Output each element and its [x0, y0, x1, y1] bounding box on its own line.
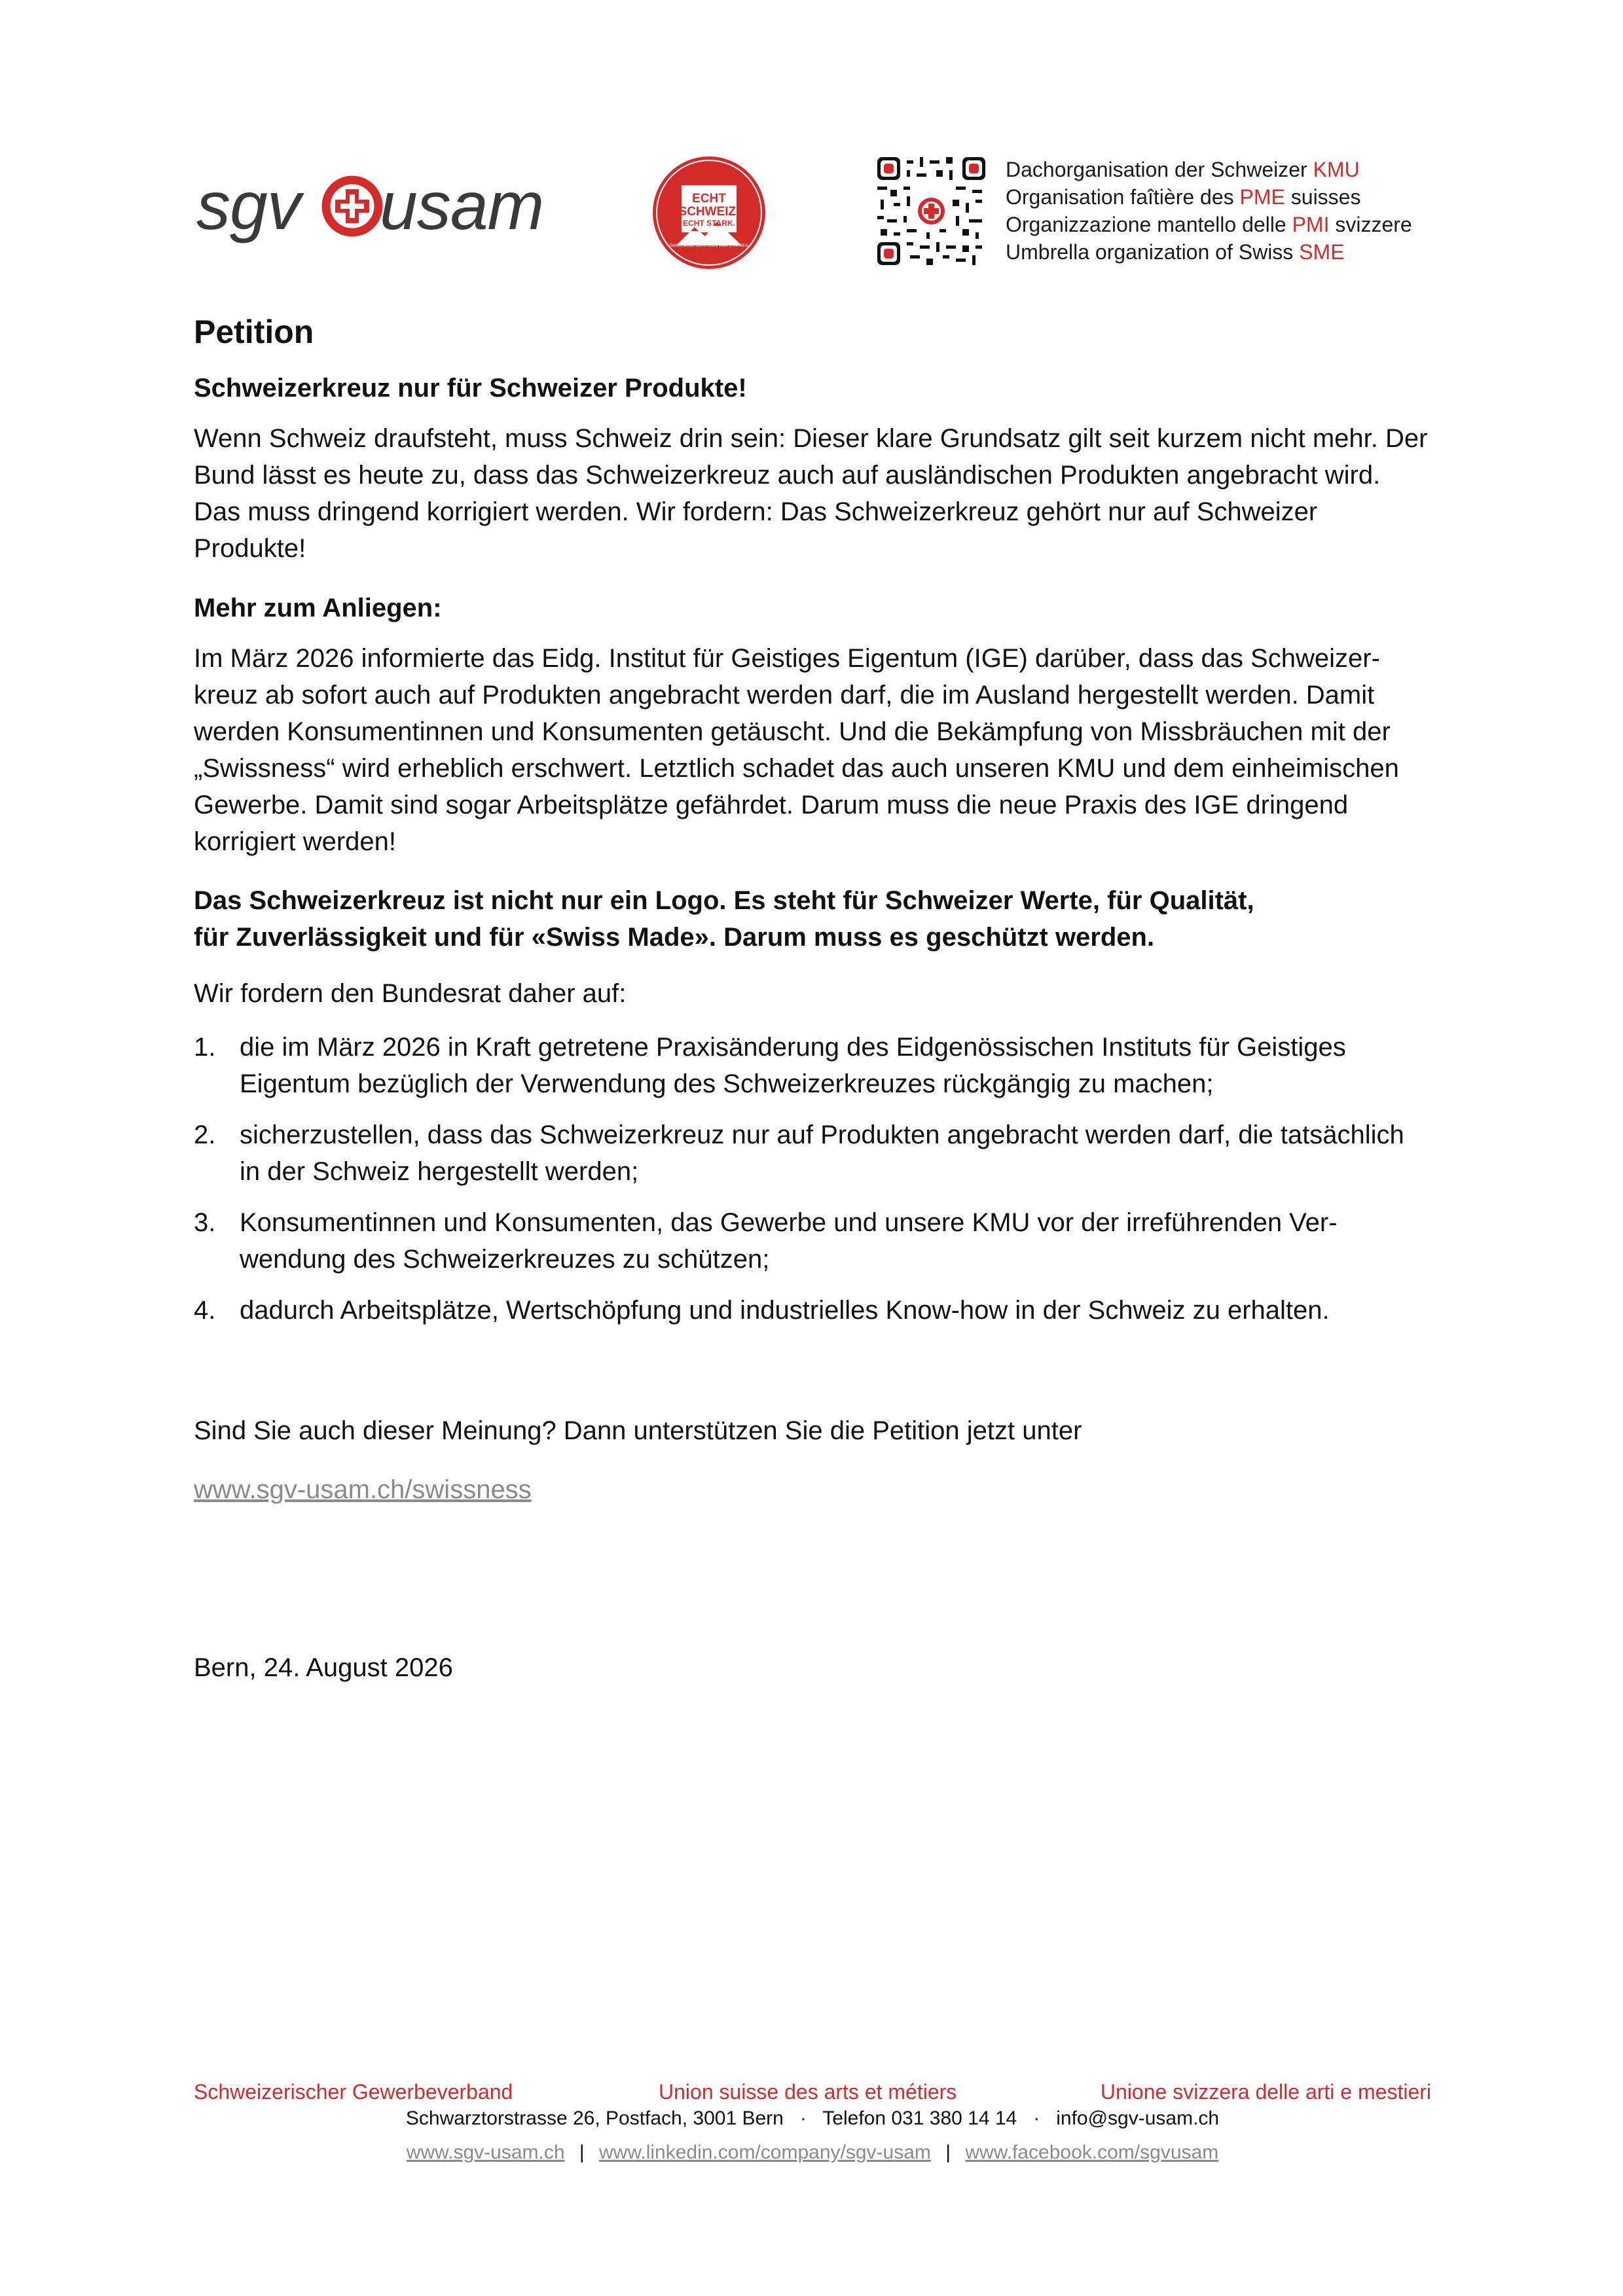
- footer-links: [194, 2142, 1431, 2164]
- footer-separator: |: [945, 2142, 951, 2163]
- swiss-cross-logo-icon: [321, 175, 384, 238]
- demand-intro: Wir fordern den Bundesrat daher auf:: [194, 979, 627, 1008]
- org-line-de: Dachorganisation der Schweizer KMU: [1006, 158, 1360, 181]
- statement-line2: für Zuverlässigkeit und für «Swiss Made». Darum muss es geschützt werden.: [194, 923, 1155, 952]
- footer-address: Schwarztorstrasse 26, Postfach, 3001 Bern · Telefon 031 380 14 14 · info@sgv-usam.ch: [405, 2108, 1220, 2129]
- echt-schweiz-badge: [650, 154, 768, 272]
- list-item: 3. Konsumentinnen und Konsumenten, das Gewerbe und unsere KMU vor der irreführenden Verwendung des Schweizerkreuzes zu schützen;: [194, 1208, 1338, 1274]
- footer-link-linkedin[interactable]: www.linkedin.com/company/sgv-usam: [599, 2142, 931, 2163]
- page-title: Petition: [194, 314, 314, 350]
- sgv-usam-logo: [196, 167, 550, 245]
- footer-name-it: Unione svizzera delle arti e mestieri: [1100, 2080, 1431, 2104]
- footer-link-facebook[interactable]: www.facebook.com/sgvusam: [965, 2142, 1219, 2163]
- footer-name-fr: Union suisse des arts et métiers: [659, 2080, 957, 2104]
- petition-link[interactable]: www.sgv-usam.ch/swissness: [194, 1475, 532, 1504]
- badge-line1: ECHT: [692, 192, 726, 206]
- logo-word-left: sgv: [196, 168, 301, 244]
- org-line-it: Organizzazione mantello delle PMI svizzere: [1006, 213, 1412, 236]
- footer-names: [194, 2080, 1431, 2106]
- badge-line3: ECHT STARK.: [683, 219, 735, 228]
- list-item: 4. dadurch Arbeitsplätze, Wertschöpfung und industrielles Know-how in der Schweiz zu erhalten.: [194, 1296, 1330, 1325]
- call-to-action: Sind Sie auch dieser Meinung? Dann unterstützen Sie die Petition jetzt unter: [194, 1416, 1082, 1445]
- statement: [194, 882, 1431, 956]
- place-date: Bern, 24. August 2026: [194, 1653, 453, 1682]
- intro-paragraph: Wenn Schweiz draufsteht, muss Schweiz drin sein: Dieser klare Grundsatz gilt seit kurzem nicht mehr. Der Bund lässt es heute zu, dass das Schweizerkreuz auch auf ausländischen Produkten angebracht wird. Das muss dringend korrigiert werden. Wir fordern: Das Schweizerkreuz gehört nur auf Schweizer Produkte!: [194, 424, 1428, 563]
- org-line-en: Umbrella organization of Swiss SME: [1006, 240, 1345, 264]
- logo-word-right: usam: [380, 168, 544, 244]
- statement-line1: Das Schweizerkreuz ist nicht nur ein Logo. Es steht für Schweizer Werte, für Qualität,: [194, 886, 1254, 915]
- badge-line2: SCHWEIZ.: [678, 205, 740, 219]
- qr-code-icon: [877, 157, 985, 265]
- petition-subtitle: Schweizerkreuz nur für Schweizer Produkte!: [194, 374, 747, 403]
- demand-list: [194, 1029, 1431, 1343]
- list-item: 2. sicherzustellen, dass das Schweizerkreuz nur auf Produkten angebracht werden darf, die tatsächlich in der Schweiz hergestellt werden;: [194, 1121, 1404, 1186]
- footer-name-de: Schweizerischer Gewerbeverband: [194, 2080, 513, 2104]
- list-item: 1. die im März 2026 in Kraft getretene Praxisänderung des Eidgenössischen Instituts für Geistiges Eigentum bezüglich der Verwendung des Schweizerkreuzes rückgängig zu machen;: [194, 1033, 1346, 1098]
- badge-small-text: SWISS MADE SCHÜTZEN. KMU STÄRKEN.: [669, 244, 749, 248]
- section-paragraph: Im März 2026 informierte das Eidg. Institut für Geistiges Eigentum (IGE) darüber, dass das Schweizerkreuz ab sofort auch auf Produkten angebracht werden darf, die im Ausland hergestellt werden. Damit werden Konsumentinnen und Konsumenten getäuscht. Und die Bekämpfung von Missbräuchen mit der „Swissness“ wird erheblich erschwert. Letztlich schadet das auch unseren KMU und dem einheimischen Gewerbe. Damit sind sogar Arbeitsplätze gefährdet. Darum muss die neue Praxis des IGE dringend korrigiert werden!: [194, 644, 1399, 856]
- organisation-tagline: [1006, 156, 1464, 266]
- footer-link-website[interactable]: www.sgv-usam.ch: [406, 2142, 565, 2163]
- org-line-fr: Organisation faîtière des PME suisses: [1006, 185, 1361, 209]
- section-heading: Mehr zum Anliegen:: [194, 594, 442, 622]
- footer-separator: |: [579, 2142, 585, 2163]
